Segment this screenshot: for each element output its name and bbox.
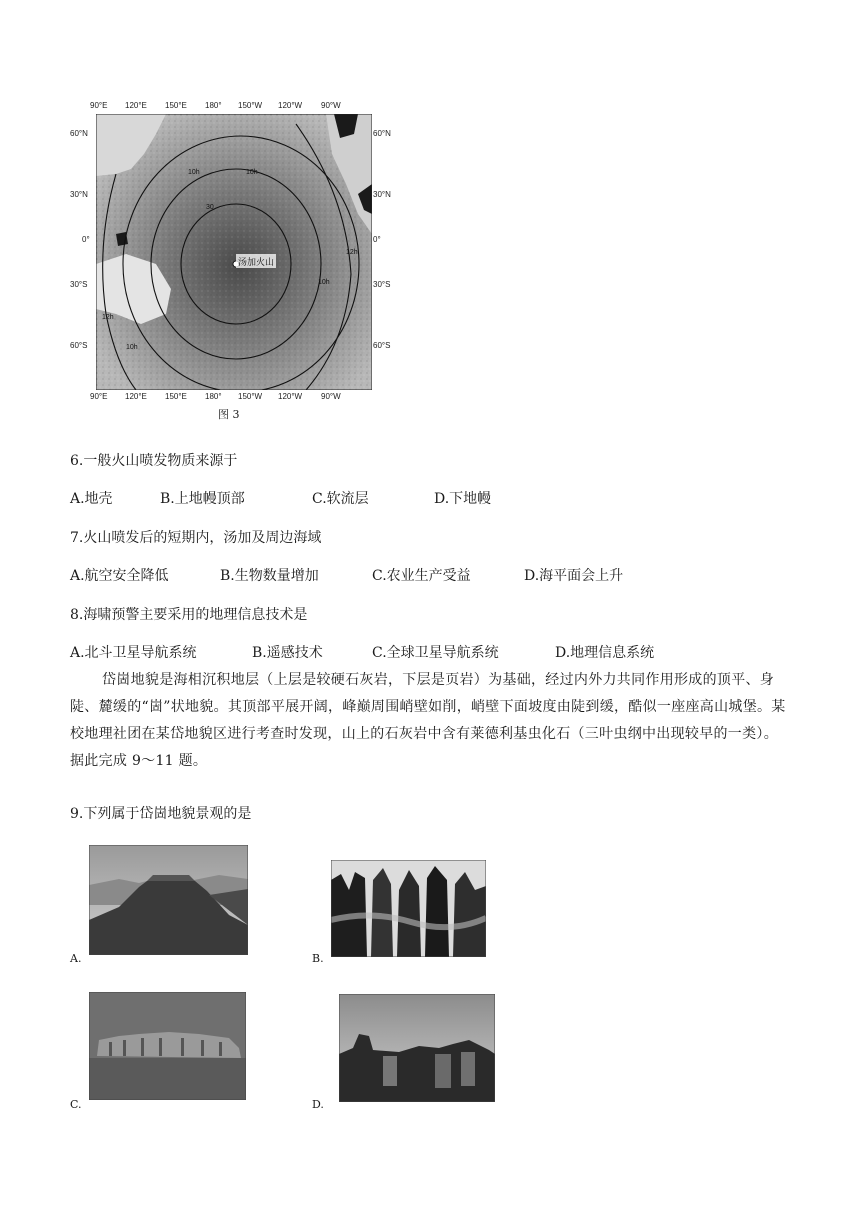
right-tick: 30°S xyxy=(373,280,391,289)
q6-option-b: B.上地幔顶部 xyxy=(160,491,245,507)
contour-label: 10h xyxy=(188,169,200,176)
right-tick: 0° xyxy=(373,235,381,244)
contour-label: 10h xyxy=(126,344,138,351)
left-tick: 30°N xyxy=(70,190,88,199)
bottom-tick: 90°E xyxy=(90,392,108,401)
right-tick: 30°N xyxy=(373,190,391,199)
figure-caption: 图 3 xyxy=(218,408,240,421)
top-tick: 120°E xyxy=(125,101,147,110)
top-tick: 150°E xyxy=(165,101,187,110)
pacific-map xyxy=(96,114,372,390)
figure-3 xyxy=(60,96,390,426)
right-tick: 60°S xyxy=(373,341,391,350)
left-tick: 0° xyxy=(82,235,90,244)
q6-option-d: D.下地幔 xyxy=(434,491,492,507)
photo-d-label: D. xyxy=(312,1098,324,1111)
top-tick: 90°E xyxy=(90,101,108,110)
q6-option-a: A.地壳 xyxy=(70,491,113,507)
contour-label: 10h xyxy=(246,169,258,176)
q7-option-a: A.航空安全降低 xyxy=(70,568,169,584)
right-tick: 60°N xyxy=(373,129,391,138)
q6-option-c: C.软流层 xyxy=(312,491,369,507)
photo-c xyxy=(89,992,246,1100)
volcano-label: 汤加火山 xyxy=(238,258,275,268)
bottom-tick: 150°W xyxy=(238,392,263,401)
bottom-tick: 150°E xyxy=(165,392,187,401)
top-tick: 180° xyxy=(205,101,222,110)
left-tick: 30°S xyxy=(70,280,88,289)
q7-option-b: B.生物数量增加 xyxy=(220,568,319,584)
top-tick: 150°W xyxy=(238,101,263,110)
q8-option-d: D.地理信息系统 xyxy=(555,645,655,661)
question-9-stem: 9.下列属于岱崮地貌景观的是 xyxy=(70,806,252,822)
photo-d xyxy=(339,994,495,1102)
q7-option-d: D.海平面会上升 xyxy=(524,568,624,584)
photo-c-label: C. xyxy=(70,1098,82,1111)
contour-label: 30 xyxy=(206,204,214,211)
top-tick: 120°W xyxy=(278,101,303,110)
photo-b xyxy=(331,860,486,957)
question-7-stem: 7.火山喷发后的短期内，汤加及周边海域 xyxy=(70,530,322,546)
left-tick: 60°N xyxy=(70,129,88,138)
bottom-tick: 180° xyxy=(205,392,222,401)
photo-a xyxy=(89,845,248,955)
left-tick: 60°S xyxy=(70,341,88,350)
bottom-tick: 120°W xyxy=(278,392,303,401)
bottom-tick: 90°W xyxy=(321,392,341,401)
photo-b-label: B. xyxy=(312,952,324,965)
bottom-tick: 120°E xyxy=(125,392,147,401)
contour-label: 10h xyxy=(318,279,330,286)
photo-a-label: A. xyxy=(70,952,82,965)
contour-label: 12h xyxy=(346,249,358,256)
question-6-stem: 6.一般火山喷发物质来源于 xyxy=(70,453,238,469)
passage-text: 岱崮地貌是海相沉积地层（上层是较硬石灰岩，下层是页岩）为基础，经过内外力共同作用形成的顶平、身陡、麓缓的“崮”状地貌。其顶部平展开阔，峰巅周围峭壁如削，峭壁下面坡度由陡到缓，酷似一座座高山城堡。某校地理社团在某岱地貌区进行考查时发现，山上的石灰岩中含有莱德利基虫化石（三叶虫纲中出现较早的一类）。据此完成 9～11 题。 xyxy=(70,672,786,769)
q8-option-c: C.全球卫星导航系统 xyxy=(372,645,499,661)
q8-option-a: A.北斗卫星导航系统 xyxy=(70,645,197,661)
q8-option-b: B.遥感技术 xyxy=(252,645,323,661)
contour-label: 12h xyxy=(102,314,114,321)
q7-option-c: C.农业生产受益 xyxy=(372,568,471,584)
top-tick: 90°W xyxy=(321,101,341,110)
question-8-stem: 8.海啸预警主要采用的地理信息技术是 xyxy=(70,607,308,623)
